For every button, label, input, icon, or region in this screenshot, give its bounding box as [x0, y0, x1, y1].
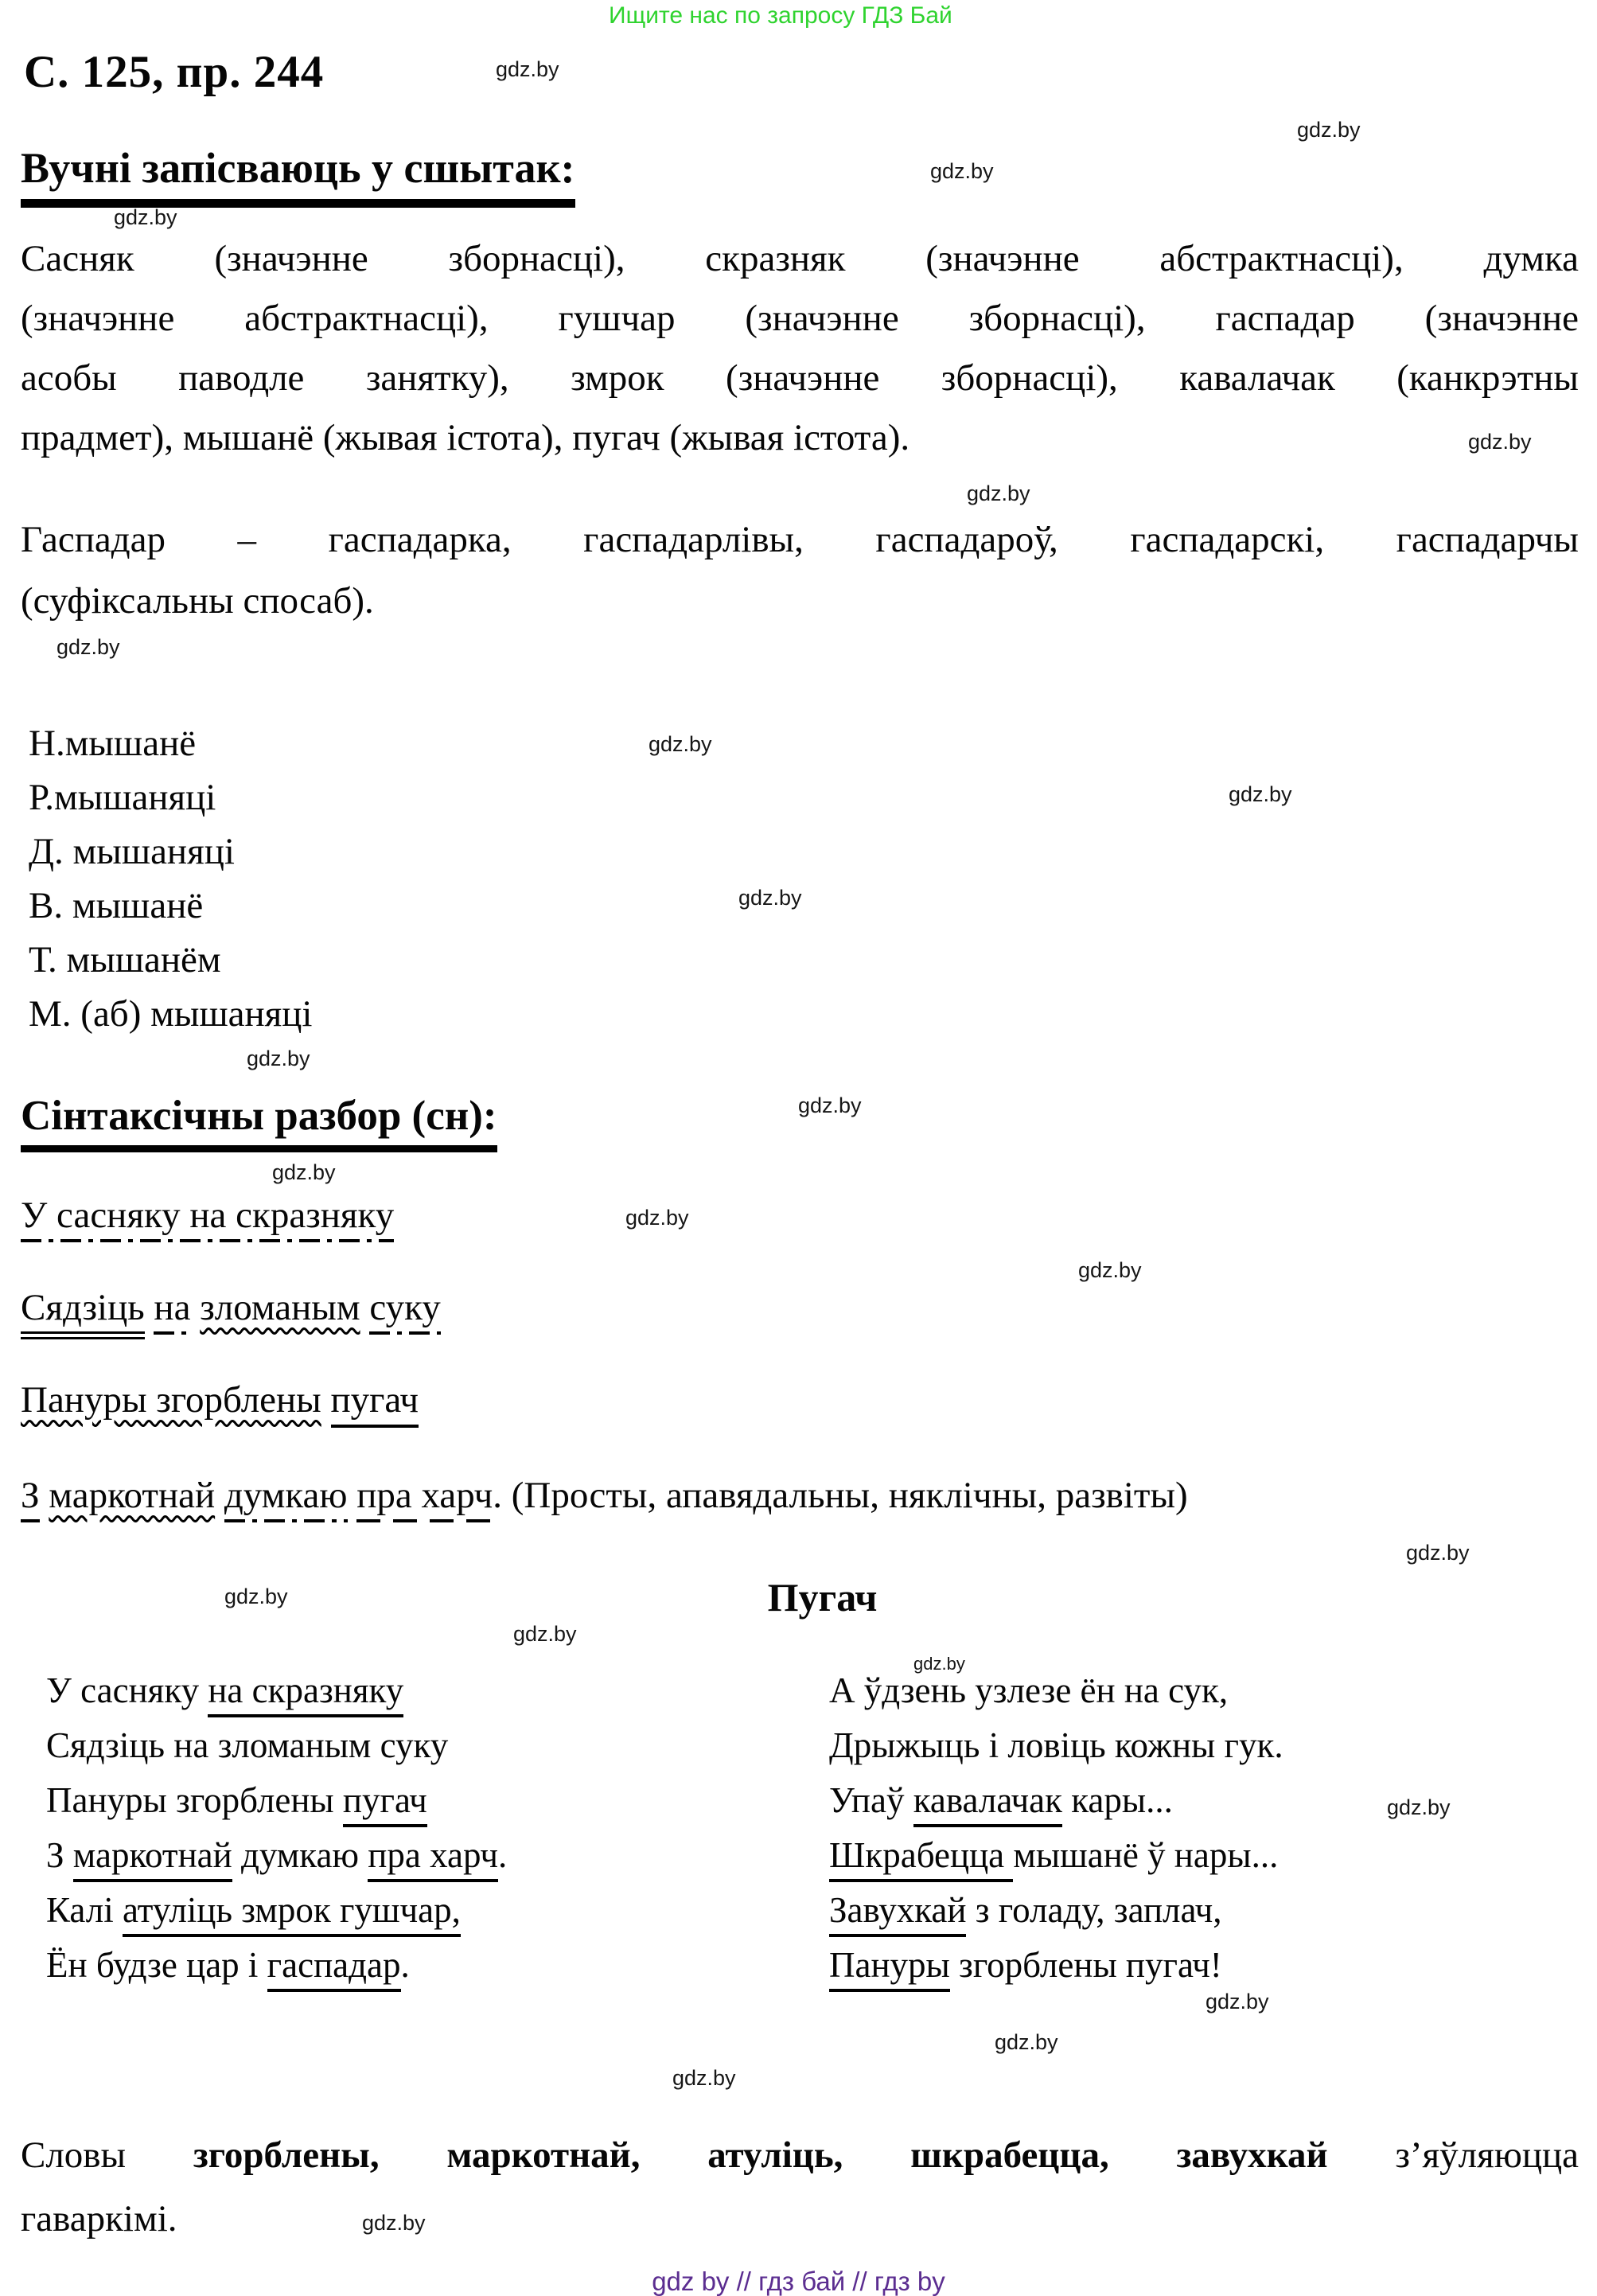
poem-line	[46, 1883, 507, 1938]
declension-item: М. (аб) мышаняці	[29, 993, 313, 1035]
poem-line	[829, 1773, 1283, 1828]
text-run: мышанё ў нары...	[1013, 1835, 1279, 1875]
footer-watermark: gdz by // гдз бай // гдз by	[652, 2267, 945, 2296]
watermark: gdz.by	[913, 1654, 965, 1674]
syntax-line	[21, 1286, 441, 1329]
underlined-word: пугач	[331, 1379, 419, 1428]
text-run: .	[498, 1835, 508, 1875]
underlined-word: пра харч	[368, 1835, 498, 1882]
underlined-word: Шкрабецца	[829, 1835, 1013, 1882]
section-heading-syntax-wrap	[21, 1092, 497, 1152]
poem-line	[46, 1663, 507, 1718]
text-run	[321, 1379, 331, 1421]
watermark: gdz.by	[1468, 430, 1532, 454]
underlined-word: атуліць змрок гушчар,	[123, 1890, 461, 1937]
text-run: Дрыжыць і ловіць кожны гук.	[829, 1725, 1283, 1765]
text-run	[215, 1475, 224, 1516]
underlined-word: маркотнай	[73, 1835, 232, 1882]
declension-list	[29, 716, 312, 1041]
poem-line	[829, 1938, 1283, 1993]
watermark: gdz.by	[513, 1622, 577, 1646]
text-run: гаваркімі.	[21, 2198, 177, 2239]
syntax-line	[21, 1474, 1188, 1517]
watermark: gdz.by	[362, 2211, 426, 2235]
poem-column-right	[829, 1663, 1283, 1993]
paragraph-line: (значэнне абстрактнасці), гушчар (значэнне зборнасці), гаспадар (значэнне	[21, 298, 1579, 339]
paragraph-line: Сасняк (значэнне зборнасці), скразняк (значэнне абстрактнасці), думка	[21, 238, 1579, 279]
syntax-line	[21, 1194, 394, 1237]
text-run: З	[46, 1835, 73, 1875]
promo-banner: Ищите нас по запросу ГДЗ Бай	[609, 2, 952, 29]
text-run: А ўдзень узлезе ён на сук,	[829, 1670, 1229, 1710]
section-heading-syntax: Сінтаксічны разбор (сн):	[21, 1092, 497, 1152]
text-run: кары...	[1062, 1780, 1173, 1820]
watermark: gdz.by	[224, 1585, 288, 1608]
text-run: . (Просты, апавядальны, няклічны, развіты)	[493, 1475, 1188, 1516]
page-title: С. 125, пр. 244	[24, 47, 325, 97]
poem-line	[46, 1718, 507, 1773]
text-run: Словы	[21, 2134, 193, 2176]
watermark: gdz.by	[1406, 1541, 1470, 1565]
declension-item: Т. мышанём	[29, 939, 221, 980]
declension-item: Д. мышаняці	[29, 831, 235, 872]
text-run: згорблены, маркотнай, атуліць, шкрабецца, завухкай	[193, 2134, 1328, 2176]
paragraph-word-formation	[21, 509, 1579, 632]
declension-item: В. мышанё	[29, 885, 204, 926]
underlined-word: У сасняку на скразняку	[21, 1195, 394, 1242]
text-run	[145, 1287, 154, 1328]
underlined-word: зломаным	[200, 1287, 360, 1328]
text-run	[40, 1475, 49, 1516]
paragraph-line	[21, 2123, 1579, 2187]
declension-item: Р.мышаняці	[29, 777, 216, 818]
underlined-word: Пануры	[829, 1945, 950, 1992]
paragraph-line: Гаспадар – гаспадарка, гаспадарлівы, гаспадароў, гаспадарскі, гаспадарчы	[21, 519, 1579, 560]
poem-line	[829, 1663, 1283, 1718]
poem-line	[46, 1938, 507, 1993]
underlined-word: Завухкай	[829, 1890, 966, 1937]
watermark: gdz.by	[967, 481, 1030, 505]
poem-column-left	[46, 1663, 507, 1993]
declension-item: Н.мышанё	[29, 723, 197, 764]
paragraph-line	[21, 2187, 1579, 2251]
underlined-word: на скразняку	[208, 1670, 403, 1717]
underlined-word: гаспадар	[267, 1945, 401, 1992]
underlined-word: кавалачак	[913, 1780, 1062, 1827]
underlined-word: Пануры згорблены	[21, 1379, 321, 1421]
text-run	[190, 1287, 200, 1328]
section-heading-notebook: Вучні запісваюць у сшытак:	[21, 143, 575, 208]
text-run: У сасняку	[46, 1670, 208, 1710]
underlined-word: Сядзіць	[21, 1287, 145, 1339]
underlined-word: пугач	[343, 1780, 427, 1827]
underlined-word: думкаю	[224, 1475, 348, 1522]
text-run: Упаў	[829, 1780, 913, 1820]
paragraph-line: асобы паводле занятку), змрок (значэнне зборнасці), кавалачак (канкрэтны	[21, 357, 1579, 399]
watermark: gdz.by	[247, 1047, 310, 1070]
text-run: думкаю	[232, 1835, 368, 1875]
conclusion-paragraph	[21, 2123, 1579, 2251]
poem-line	[46, 1828, 507, 1883]
poem-line	[829, 1718, 1283, 1773]
text-run: .	[400, 1945, 410, 1985]
underlined-word: маркотнай	[49, 1475, 216, 1516]
syntax-line	[21, 1378, 419, 1421]
watermark: gdz.by	[496, 57, 559, 81]
watermark: gdz.by	[272, 1160, 336, 1184]
text-run: Пануры згорблены	[46, 1780, 343, 1820]
underlined-word: З	[21, 1475, 40, 1522]
text-run: Сядзіць на зломаным суку	[46, 1725, 449, 1765]
paragraph-word-meanings	[21, 229, 1579, 468]
watermark: gdz.by	[1078, 1258, 1142, 1282]
watermark: gdz.by	[930, 159, 994, 183]
text-run: згорблены пугач!	[949, 1945, 1222, 1985]
text-run	[360, 1287, 370, 1328]
watermark: gdz.by	[114, 205, 177, 229]
watermark: gdz.by	[798, 1093, 862, 1117]
poem-title: Пугач	[767, 1575, 878, 1620]
poem-line	[46, 1773, 507, 1828]
text-run: з голаду, заплач,	[966, 1890, 1222, 1930]
text-run: Ён будзе цар і	[46, 1945, 267, 1985]
watermark: gdz.by	[649, 732, 712, 756]
paragraph-line: прадмет), мышанё (жывая істота), пугач (жывая істота).	[21, 417, 910, 458]
watermark: gdz.by	[1229, 782, 1292, 806]
text-run: з’яўляюцца	[1327, 2134, 1579, 2176]
watermark: gdz.by	[56, 635, 120, 659]
watermark: gdz.by	[672, 2066, 736, 2090]
watermark: gdz.by	[1387, 1795, 1451, 1819]
text-run: Калі	[46, 1890, 123, 1930]
section-heading-notebook-wrap	[21, 143, 575, 208]
paragraph-line: (суфіксальны спосаб).	[21, 580, 374, 622]
watermark: gdz.by	[1206, 1990, 1269, 2013]
watermark: gdz.by	[738, 886, 802, 910]
watermark: gdz.by	[1297, 118, 1361, 142]
watermark: gdz.by	[625, 1206, 689, 1230]
poem-line	[829, 1883, 1283, 1938]
poem-line	[829, 1828, 1283, 1883]
watermark: gdz.by	[995, 2030, 1058, 2054]
underlined-word: на	[154, 1287, 190, 1335]
underlined-word: пра харч	[356, 1475, 493, 1522]
text-run	[348, 1475, 357, 1516]
underlined-word: суку	[369, 1287, 440, 1335]
